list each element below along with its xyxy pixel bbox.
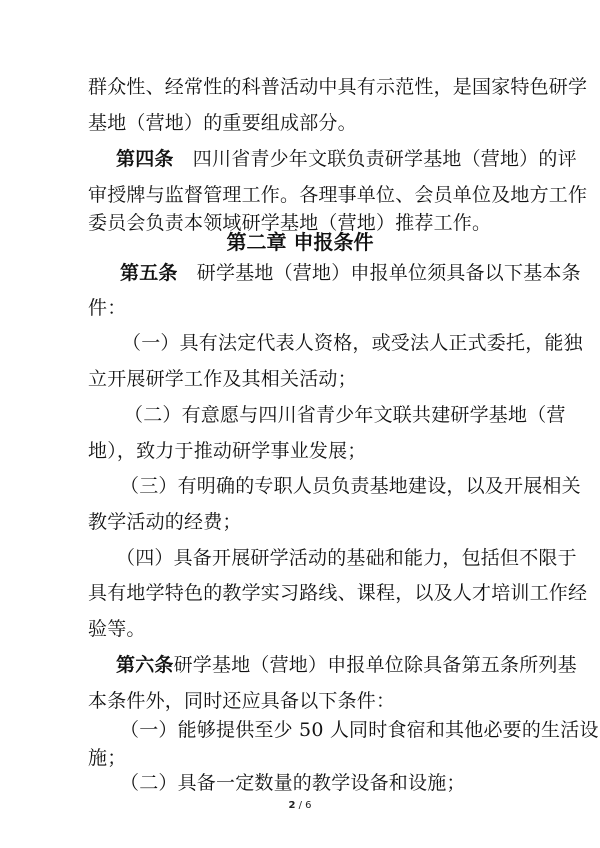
line-text: 地），致力于推动研学事业发展； (88, 440, 367, 462)
paragraph-line (88, 110, 357, 136)
article-4-line (116, 146, 577, 172)
total-pages-number: 6 (305, 800, 312, 811)
article-label: 第五条 (120, 262, 178, 284)
line-text: 研学基地（营地）申报单位除具备第五条所列基 (173, 654, 577, 676)
line-text: 验等。 (88, 618, 146, 640)
line-text: 本条件外，同时还应具备以下条件： (88, 690, 396, 712)
list-item-line (124, 402, 566, 428)
page-number (0, 800, 600, 811)
list-item-line (120, 717, 599, 743)
paragraph-line (88, 580, 587, 606)
paragraph-line (88, 616, 146, 642)
line-text: 件： (88, 297, 127, 319)
line-text: （一）能够提供至少 50 人同时食宿和其他必要的生活设 (120, 719, 599, 741)
line-text: 研学基地（营地）申报单位须具备以下基本条 (177, 262, 581, 284)
page-separator: / (295, 800, 306, 811)
chapter-heading: 第二章 申报条件 (226, 230, 374, 254)
line-text: （一）具有法定代表人资格，或受法人正式委托，能独 (122, 332, 583, 354)
paragraph-line (88, 366, 357, 392)
line-text: 四川省青少年文联负责研学基地（营地）的评 (173, 148, 577, 170)
paragraph-line (88, 509, 242, 535)
line-text: 审授牌与监督管理工作。各理事单位、会员单位及地方工作 (88, 184, 588, 206)
line-text: （二）具备一定数量的教学设备和设施； (120, 772, 466, 794)
paragraph-line (88, 438, 367, 464)
list-item-line (116, 545, 577, 571)
paragraph-line (88, 745, 126, 771)
line-text: 具有地学特色的教学实习路线、课程，以及人才培训工作经 (88, 582, 588, 604)
line-text: 施； (88, 747, 127, 769)
list-item-line (120, 770, 466, 796)
line-text: （四）具备开展研学活动的基础和能力，包括但不限于 (116, 547, 577, 569)
paragraph-line (88, 295, 126, 321)
paragraph-line (88, 74, 587, 100)
list-item-line (122, 330, 583, 356)
line-text: 基地（营地）的重要组成部分。 (88, 112, 357, 134)
article-5-line (120, 260, 581, 286)
line-text: 立开展研学工作及其相关活动； (88, 368, 357, 390)
line-text: 委员会负责本领域研学基地（营地）推荐工作。 (88, 212, 492, 234)
line-text: 群众性、经常性的科普活动中具有示范性，是国家特色研学 (88, 76, 588, 98)
line-text: （三）有明确的专职人员负责基地建设，以及开展相关 (120, 475, 581, 497)
paragraph-line (88, 688, 395, 714)
paragraph-line (88, 182, 587, 208)
line-text: （二）有意愿与四川省青少年文联共建研学基地（营 (124, 404, 566, 426)
article-6-line (116, 652, 577, 678)
list-item-line (120, 473, 581, 499)
article-label: 第四条 (116, 148, 174, 170)
current-page-number: 2 (288, 800, 296, 811)
line-text: 教学活动的经费； (88, 511, 242, 533)
article-label: 第六条 (116, 654, 174, 676)
